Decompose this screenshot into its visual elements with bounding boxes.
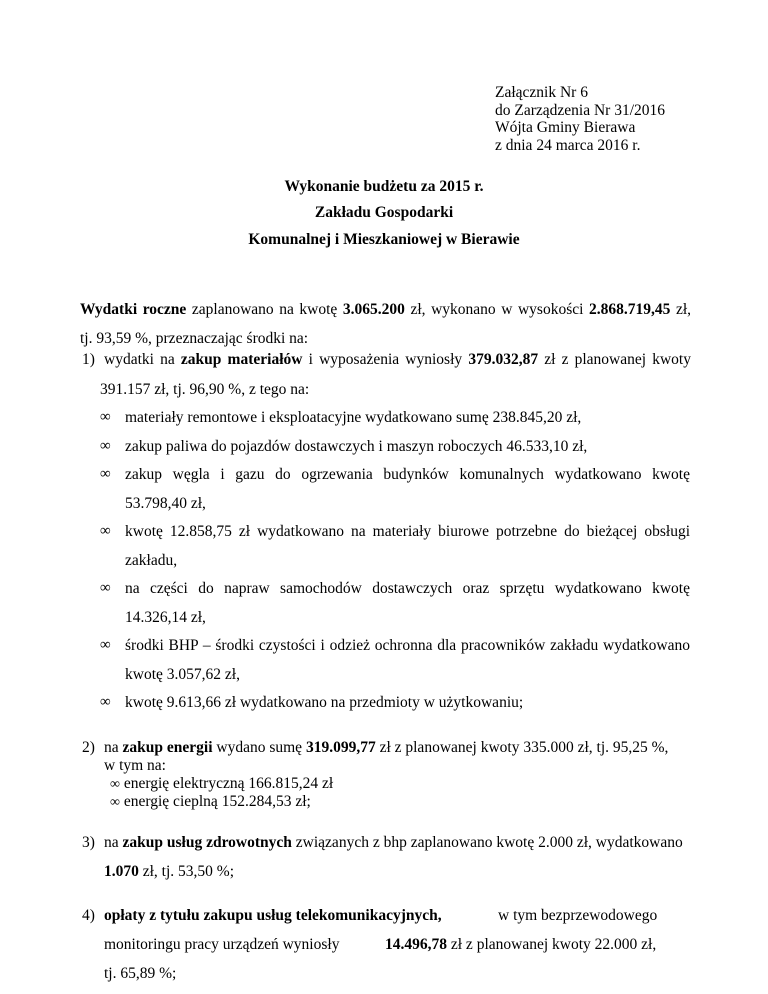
annex-line-2: do Zarządzenia Nr 31/2016 <box>495 101 666 119</box>
item1-bullet-3b: 53.798,40 zł, <box>125 495 206 512</box>
item1-text-2: i wyposażenia wyniosły <box>302 351 469 368</box>
intro-line-1 <box>80 301 691 319</box>
item3-number: 3) <box>82 834 95 851</box>
item4-number: 4) <box>82 907 95 924</box>
item1-bullet-2: zakup paliwa do pojazdów dostawczych i maszyn roboczych 46.533,10 zł, <box>125 438 588 455</box>
item1-bold-2: 379.032,87 <box>468 351 539 368</box>
item2-line-1 <box>104 739 668 757</box>
item4-text-2: monitoringu pracy urządzeń wyniosły <box>104 936 340 953</box>
item1-text-1: wydatki na <box>104 351 181 368</box>
item2-number: 2) <box>82 739 95 756</box>
item2-bold-1: zakup energii <box>122 739 213 756</box>
item4-bold-2: 14.496,78 <box>385 936 447 953</box>
item2-text-1: na <box>104 739 123 756</box>
bullet-icon: ∞ <box>100 438 111 454</box>
bullet-icon: ∞ <box>100 409 111 425</box>
item1-bullet-4b: zakładu, <box>125 552 178 569</box>
item1-bullet-3a: zakup węgla i gazu do ogrzewania budynków komunalnych wydatkowano kwotę <box>125 466 690 483</box>
intro-text-3: zł, <box>670 301 692 318</box>
item2-sub-1 <box>110 775 333 793</box>
item1-bullet-4a: kwotę 12.858,75 zł wydatkowano na materiały biurowe potrzebne do bieżącej obsługi <box>125 523 690 540</box>
item2-sub-2-text: energię cieplną 152.284,53 zł; <box>123 793 311 810</box>
title-line-1: Wykonanie budżetu za 2015 r. <box>284 178 484 195</box>
item2-sub-2 <box>110 793 311 811</box>
item2-text-3: zł z planowanej kwoty 335.000 zł, tj. 95,25 %, <box>375 739 669 756</box>
item4-line-3: tj. 65,89 %; <box>104 965 177 982</box>
annex-line-4: z dnia 24 marca 2016 r. <box>495 136 641 154</box>
item1-text-3: zł z planowanej kwoty <box>538 351 691 368</box>
bullet-icon: ∞ <box>100 580 111 596</box>
item2-text-2: wydano sumę <box>212 739 306 756</box>
item1-bullet-5a: na części do napraw samochodów dostawczych oraz sprzętu wydatkowano kwotę <box>125 580 690 597</box>
item4-bold-1 <box>104 907 442 925</box>
item1-bullet-5b: 14.326,14 zł, <box>125 609 206 626</box>
item4-bold-1-text: opłaty z tytułu zakupu usług telekomunikacyjnych, <box>104 907 442 924</box>
bullet-icon: ∞ <box>100 694 111 710</box>
annex-line-3: Wójta Gminy Bierawa <box>495 119 636 136</box>
item3-bold-1: zakup usług zdrowotnych <box>122 834 292 851</box>
bullet-icon: ∞ <box>100 523 111 539</box>
annex-line-1: Załącznik Nr 6 <box>495 84 588 101</box>
bullet-icon: ∞ <box>100 466 111 482</box>
intro-line-2: tj. 93,59 %, przeznaczając środki na: <box>80 330 309 347</box>
item3-text-1: na <box>104 834 123 851</box>
item1-bullet-7: kwotę 9.613,66 zł wydatkowano na przedmioty w użytkowaniu; <box>125 694 524 711</box>
item1-line-1 <box>104 351 691 369</box>
intro-bold-3: 2.868.719,45 <box>589 301 671 318</box>
item4-text-3: zł z planowanej kwoty 22.000 zł, <box>450 936 657 953</box>
item2-bold-2: 319.099,77 <box>305 739 376 756</box>
item2-line-2: w tym na: <box>104 757 166 774</box>
item4-line-2b <box>385 936 656 954</box>
intro-text-2: zł, wykonano w wysokości <box>404 301 589 318</box>
item2-sub-1-text: energię elektryczną 166.815,24 zł <box>123 775 334 792</box>
intro-bold-2: 3.065.200 <box>342 301 405 318</box>
item3-bold-2: 1.070 <box>104 863 139 880</box>
item3-text-2: związanych z bhp zaplanowano kwotę 2.000 zł, wydatkowano <box>291 834 683 851</box>
item1-number: 1) <box>82 351 95 368</box>
intro-bold-1: Wydatki roczne <box>80 301 187 318</box>
item1-line-2: 391.157 zł, tj. 96,90 %, z tego na: <box>100 381 310 398</box>
bullet-icon: ∞ <box>100 637 111 653</box>
intro-text-1: zaplanowano na kwotę <box>186 301 343 318</box>
annex-header <box>495 84 665 154</box>
title-line-3: Komunalnej i Mieszkaniowej w Bierawie <box>248 231 520 248</box>
item1-bullet-1: materiały remontowe i eksploatacyjne wydatkowano sumę 238.845,20 zł, <box>125 409 582 426</box>
bullet-icon: ∞ <box>110 795 120 810</box>
bullet-icon: ∞ <box>110 777 120 792</box>
item3-line-1 <box>104 834 683 852</box>
item1-bullet-6b: kwotę 3.057,62 zł, <box>125 666 240 683</box>
item1-bullet-6a: środki BHP – środki czystości i odzież ochronna dla pracowników zakładu wydatkowano <box>125 637 690 654</box>
item3-line-2 <box>104 863 234 881</box>
item3-text-3: zł, tj. 53,50 %; <box>138 863 235 880</box>
title-line-2: Zakładu Gospodarki <box>314 204 454 221</box>
item4-text-1: w tym bezprzewodowego <box>498 907 658 924</box>
item1-bold-1: zakup materiałów <box>180 351 303 368</box>
